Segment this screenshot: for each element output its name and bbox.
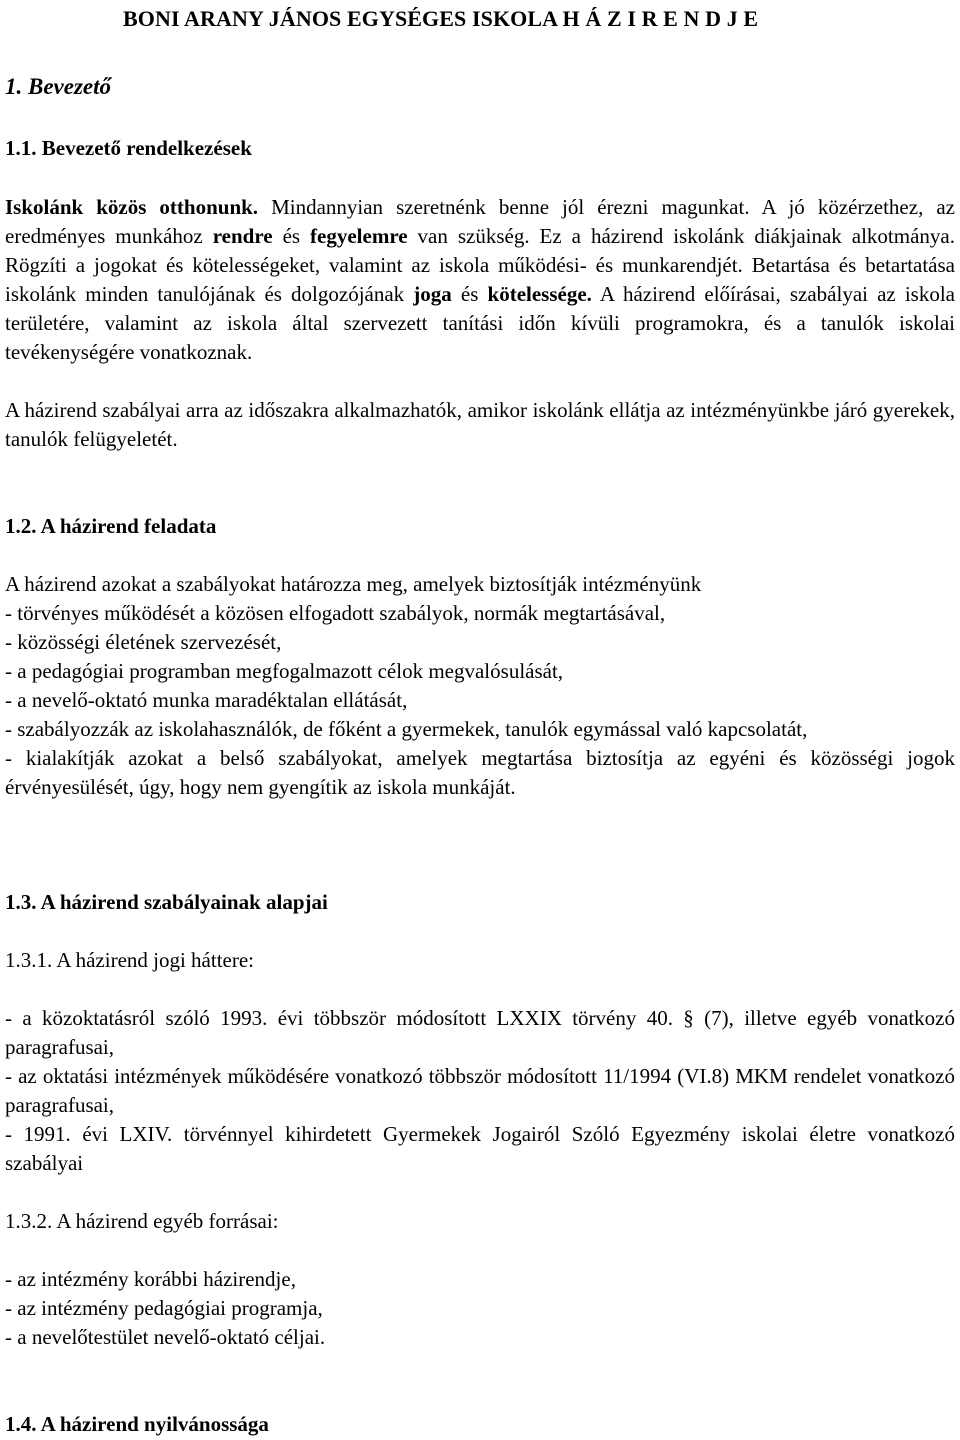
section-1-2-list [5, 570, 955, 802]
list-item: - a nevelőtestület nevelő-oktató céljai. [5, 1325, 326, 1349]
section-1-3-1-list [5, 1004, 955, 1178]
list-item: - 1991. évi LXIV. törvénnyel kihirdetett Gyermekek Jogairól Szóló Egyezmény iskolai életre vonatkozó szabályai [5, 1122, 955, 1175]
p1-text-c: van szükség. Ez a házirend iskolánk diákjainak alkotmánya. Rögzíti a jogokat és kötelességeket, valamint az iskola működési- és munkarendjét. Betartása és betartatása iskolánk minden tanulójának és dolgozójának [5, 224, 955, 306]
p1-text-d: és [451, 282, 488, 306]
section-1-1-heading: 1.1. Bevezető rendelkezések [5, 136, 252, 160]
document-title: BONI ARANY JÁNOS EGYSÉGES ISKOLA H Á Z I R E N D J E [123, 6, 759, 31]
list-item: - törvényes működését a közösen elfogadott szabályok, normák megtartásával, [5, 601, 666, 625]
list-item: - a nevelő-oktató munka maradéktalan ellátását, [5, 688, 408, 712]
section-1-3-heading: 1.3. A házirend szabályainak alapjai [5, 890, 328, 914]
list-item: - a közoktatásról szóló 1993. évi többször módosított LXXIX törvény 40. § (7), illetve egyéb vonatkozó paragrafusai, [5, 1006, 955, 1059]
section-1-heading: 1. Bevezető [5, 74, 112, 99]
p1-bold-joga: joga [413, 282, 452, 306]
section-1-4-heading: 1.4. A házirend nyilvánossága [5, 1412, 269, 1436]
p1-text-e: A házirend előírásai, szabályai az iskola területére, valamint az iskola által szervezett tanítási időn kívüli programokra, és a tanulók iskolai tevékenységére vonatkoznak. [5, 282, 956, 364]
p1-text-b: és [272, 224, 311, 248]
section-1-2-heading: 1.2. A házirend feladata [5, 514, 217, 538]
section-1-2-intro: A házirend azokat a szabályokat határozza meg, amelyek biztosítják intézményünk [5, 572, 702, 596]
p1-bold-rendre: rendre [212, 224, 273, 248]
section-1-3-2-list [5, 1265, 955, 1352]
list-item: - az intézmény korábbi házirendje, [5, 1267, 296, 1291]
section-1-1-paragraph-2: A házirend szabályai arra az időszakra alkalmazhatók, amikor iskolánk ellátja az intézményünkbe járó gyerekek, tanulók felügyeletét. [5, 398, 955, 451]
p1-bold-fegyelemre: fegyelemre [310, 224, 408, 248]
list-item: - az oktatási intézmények működésére vonatkozó többször módosított 11/1994 (VI.8) MKM rendelet vonatkozó paragrafusai, [5, 1064, 955, 1117]
section-1-3-1-heading: 1.3.1. A házirend jogi háttere: [5, 948, 255, 972]
section-1-3-2-heading: 1.3.2. A házirend egyéb forrásai: [5, 1209, 279, 1233]
list-item: - kialakítják azokat a belső szabályokat, amelyek megtartása biztosítja az egyéni és közösségi jogok érvényesülését, úgy, hogy nem gyengítik az iskola munkáját. [5, 746, 955, 799]
list-item: - a pedagógiai programban megfogalmazott célok megvalósulását, [5, 659, 564, 683]
list-item: - közösségi életének szervezését, [5, 630, 282, 654]
section-1-1-paragraph-1 [5, 193, 955, 367]
p1-bold-lead: Iskolánk közös otthonunk. [5, 195, 259, 219]
list-item: - az intézmény pedagógiai programja, [5, 1296, 323, 1320]
p1-bold-kotelessege: kötelessége. [487, 282, 592, 306]
list-item: - szabályozzák az iskolahasználók, de főként a gyermekek, tanulók egymással való kapcsolatát, [5, 717, 808, 741]
p1-text-a: Mindannyian szeretnénk benne jól érezni magunkat. A jó közérzethez, az eredményes munkához [5, 195, 955, 248]
